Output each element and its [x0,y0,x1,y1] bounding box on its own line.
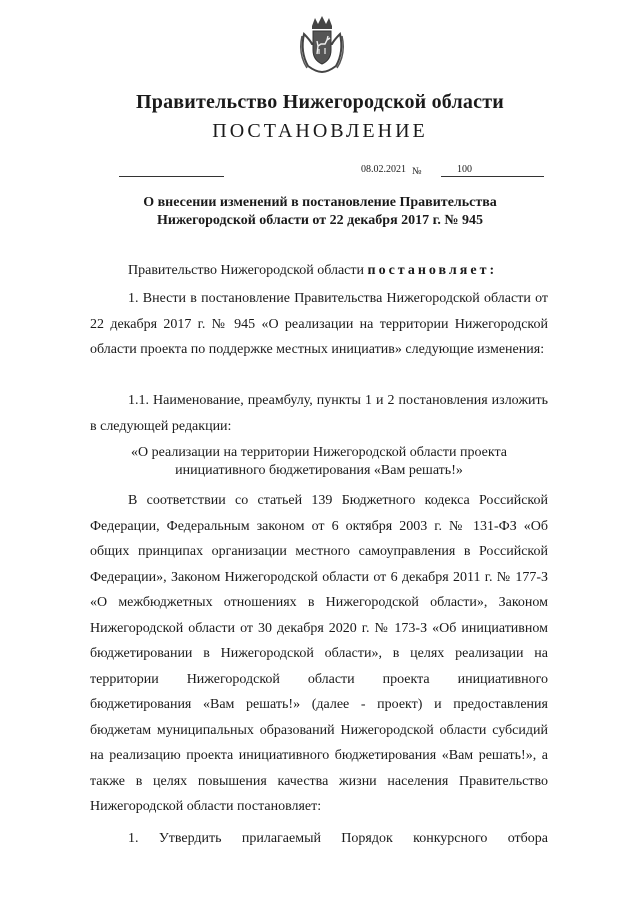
intro-prefix: Правительство Нижегородской области [128,263,368,278]
coat-of-arms-emblem [298,14,346,74]
quoted-title-line-1: «О реализации на территории Нижегородской области проекта [131,445,507,460]
document-number: 100 [441,164,544,177]
item-1-1-paragraph: 1.1. Наименование, преамбулу, пункты 1 и 2 постановления изложить в следующей редакции: [90,393,548,434]
quoted-title-line-2: инициативного бюджетирования «Вам решать!» [175,463,463,478]
preamble-paragraph: В соответствии со статьей 139 Бюджетного кодекса Российской Федерации, Федеральным законом от 6 октября 2003 г. № 131-ФЗ «Об общих принципах организации местного самоуправления в Российской Федерации», Законом Нижегородской области от 6 декабря 2011 г. № 177-З «О межбюджетных отношениях в Нижегородской области», Законом Нижегородской области от 30 декабря 2020 г. № 173-З «Об инициативном бюджетировании в Нижегородской области», в целях реализации на территории Нижегородской области проекта инициативного бюджетирования «Вам решать!» (далее - проект) и предоставления бюджетам муниципальных образований Нижегородской области субсидий на реализацию проекта инициативного бюджетирования «Вам решать!», а также в целях повышения качества жизни населения Правительство Нижегородской области постановляет: [90,493,548,814]
date-line-blank [119,176,224,177]
quoted-title [90,444,548,480]
subject-line-1: О внесении изменений в постановление Правительства [143,195,497,210]
document-type: ПОСТАНОВЛЕНИЕ [212,120,428,142]
organization-name: Правительство Нижегородской области [136,91,504,113]
intro-paragraph [90,258,548,284]
intro-resolves: постановляет: [367,263,498,278]
item-last-paragraph: 1. Утвердить прилагаемый Порядок конкурсного отбора [128,831,548,846]
subject-line-2: Нижегородской области от 22 декабря 2017 г. № 945 [157,213,483,228]
document-date: 08.02.2021 [361,164,406,175]
number-sign: № [412,166,422,177]
item-1-paragraph: 1. Внести в постановление Правительства Нижегородской области от 22 декабря 2017 г. № 945 «О реализации на территории Нижегородской области проекта по поддержке местных инициатив» следующие изменения: [90,291,548,357]
document-subject [0,194,640,230]
